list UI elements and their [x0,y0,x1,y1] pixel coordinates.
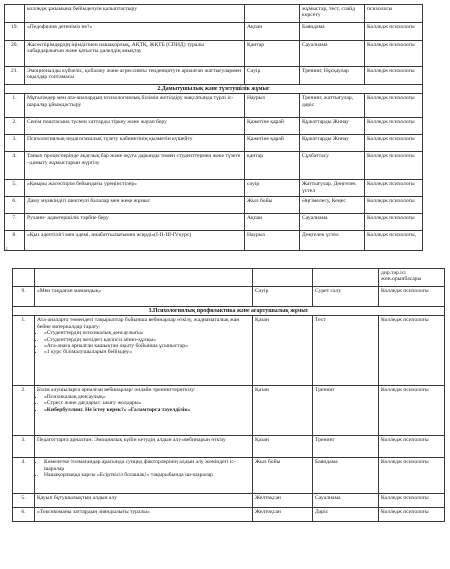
row-number: 20. [5,41,25,67]
row-form [313,269,379,287]
row-date: Желтоқсан [253,494,313,508]
row-form: Тренинг, Нұсқаулар [300,67,365,85]
row-date [253,269,313,287]
row-responsible: дир.тәр.ісі жөн.орынбасары [379,269,445,287]
table-row [13,287,445,307]
activity-list [37,459,250,478]
row-activity: Танып процесперінде ақаулық бар және оқуға дарынды төмен студенттермен жеке түзете –дамыту жұмыстарын жүргізу [25,152,245,180]
row-number: 2. [13,386,35,436]
row-date: Наурыз [245,94,300,118]
table-row [5,135,423,152]
table-row [5,41,423,67]
activity-intro: Педагогтарға арналған: Эмоциялық күйін кетудің алдын алу»вебинарын өткізу [37,437,226,444]
row-date: Қажетіне қарай [245,118,300,135]
activity-list-item: • «Стресс және дағдарыс: шығу жолдары» [44,400,250,406]
activity-list-item: • «1 курс білімалушыларын бейімдеу» [44,349,250,355]
section-title: 2.Дамытушылық және түзетушілік жұмыс [5,85,423,94]
row-responsible: Колледж психологы [379,436,445,458]
row-form: жұмыстар, тест, слайд көрсету [300,5,365,23]
row-date [245,5,300,23]
row-responsible: Колледж психологы [379,508,445,522]
row-activity [35,494,253,508]
row-responsible: Колледж психологы [365,214,423,231]
table-row [5,231,423,251]
row-form: Тренинг [313,386,379,436]
row-number: 19. [5,23,25,41]
activity-list [37,330,250,356]
row-number: 7. [5,214,25,231]
row-number: 3. [5,135,25,152]
row-activity: колледж ұжымына бейімделуін қалыптастыру [25,5,245,23]
row-number: 4. [13,458,35,494]
row-responsible: Колледж психологы [365,180,423,197]
row-activity [35,316,253,386]
table-row [13,269,445,287]
row-responsible: Колледж психологы [365,41,423,67]
row-date: Жыл бойы [245,197,300,214]
table-row [5,94,423,118]
row-form: Сауалнама [300,214,365,231]
row-form: Баяндама [313,458,379,494]
table-row [5,214,423,231]
row-activity: Сенім поштасына түскен хаттарды тіркеу және жауап беру [25,118,245,135]
table-row [5,180,423,197]
row-date: Желтоқсан [253,508,313,522]
row-form: Тест [313,316,379,386]
table-row [5,5,423,23]
row-form: Сауалнама [300,41,365,67]
section-row [5,85,423,94]
row-activity: «Қыз әдептілігі мен әдемі, инабаттылығымен әсерді»(І-ІІ-ІІІ-ІVкурс) [25,231,245,251]
row-number: 4. [5,152,25,180]
row-form: Сауалнама [313,494,379,508]
activity-intro: Ата-аналарға төмендегі тақырыптар бойынша вебинарлар өткізу, жаднаматалық жан [37,317,240,324]
activity-list-item: • «Студенттердің психикалық денсаулығы» [44,330,250,336]
table-row [13,494,445,508]
row-responsible: Колледж психологы [365,152,423,180]
page-mark: ı [6,246,8,252]
row-date: Ақпан [245,214,300,231]
row-activity: Эмоционалды күйзеліс, қобалжу және агрессивты тенденцитуге арналған жаттығулармен оқылдар топтамасы [25,67,245,85]
table-row [13,316,445,386]
row-responsible: Колледж психологы [365,197,423,214]
row-date: қантар [245,152,300,180]
row-number: 8. [5,231,25,251]
activity-list [37,394,250,413]
row-activity [35,508,253,522]
activity-intro: Қауып бұтушылықтың алдын алу [37,495,118,502]
table-row [5,67,423,85]
section-title: 3.Психологиялық профилактика және ағартушылық жұмыс [13,307,445,316]
row-date: Жыл бойы [253,458,313,494]
activity-list-item: • «Ата-анаға арналған кашықтан оқыту бойынша ұсыныстар» [44,343,250,349]
activity-intro: Білім алушыларға арналған вебинарлар/ онлайн тренингтерөткізу: [37,387,196,394]
row-date: Ақпан [245,23,300,41]
row-date: Наурыз [245,231,300,251]
row-number: 21. [5,67,25,85]
table-row [5,23,423,41]
activity-list-item: • «Психикалық денсаулық» [44,394,250,400]
table-row [13,386,445,436]
row-activity: «Қиыры жасөспірім бейындағы уреңінстілер» [25,180,245,197]
row-date: Қазан [253,386,313,436]
row-activity: Рухани- адамгершілік тәрбие беру [25,214,245,231]
row-number: 6. [5,197,25,214]
row-form: Құжаттарды Жинау [300,135,365,152]
row-responsible: Колледж психологы [379,458,445,494]
row-activity: «Мен таңдаған мамандық» [35,287,253,307]
row-date: Қазан [253,436,313,458]
row-number: 1. [5,94,25,118]
row-responsible: Колледж психологы [379,316,445,386]
row-form: Әңгімелесу, Кеңес [300,197,365,214]
row-responsible: Колледж психологы [365,94,423,118]
row-date: сәуір [245,180,300,197]
row-date: Қазан [253,316,313,386]
activity-list-item: • Нашақорлыққа карсы «Есірткісіз болашақ!» тақырыбында іш-шаралар [44,472,250,478]
row-number [5,5,25,23]
row-responsible: Колледж психологы [365,118,423,135]
row-form: Жаттығулар, Дөңгелек үстел [300,180,365,197]
row-activity [35,436,253,458]
row-number: 5. [13,494,35,508]
row-date: Сәуір [253,287,313,307]
row-number: 9. [13,287,35,307]
row-activity [35,269,253,287]
row-form: Сұхбаттасу [300,152,365,180]
row-activity [35,386,253,436]
row-responsible: Колледж психологы [365,135,423,152]
row-number: 5. [5,180,25,197]
row-form: Баяндама [300,23,365,41]
row-responsible: Колледж психологы [365,23,423,41]
row-number: 3. [13,436,35,458]
activity-intro-cont: бейне материалдар тарату: [37,323,101,330]
row-activity [35,458,253,494]
row-activity: Даму мүмкіндігі шектеулі балалар мен жеке жұмыс [25,197,245,214]
table-row [5,152,423,180]
row-number: 1. [13,316,35,386]
row-form: Құжаттарды Жинау [300,118,365,135]
row-responsible: психологы [365,5,423,23]
activity-intro: «Токсикоманы заттардың зияндылығы туралы» [37,509,150,516]
activity-list-item: • «Студенттердің желідегі қауіпсіз мінез-құлқы» [44,337,250,343]
row-activity: Жасөспірімдердің іңімдігінен нашақорлық, АҚТҚ, ЖҚТБ (СПИД) туралы хабардарлығын және қатысты дәлелдің анықтау [25,41,245,67]
row-responsible: Колледж психологы [365,67,423,85]
row-date: Қажетіне қарай [245,135,300,152]
row-date: Қантар [245,41,300,67]
row-responsible: Колледж психологы [379,494,445,508]
row-number: 6. [13,508,35,522]
row-form: Сурет салу [313,287,379,307]
row-responsible: Колледж психологы, [365,231,423,251]
plan-table-top [4,4,423,251]
row-form: Тренинг, жаттығулар, дәріс [300,94,365,118]
row-responsible: Колледж психологы [379,386,445,436]
activity-list-item: • Көмелетке толмағандар арасында суицид факторлерінің алдын алу жөніндегі іс-шаралар [44,459,250,472]
row-activity: Психологиялық-педагогикалық түзету кабинетінің қызметін күшейту [25,135,245,152]
row-form: Дөңгелек үстел [300,231,365,251]
plan-table-bottom [12,268,445,522]
table-row [5,118,423,135]
section-row [13,307,445,316]
row-number [13,269,35,287]
row-responsible: Колледж психологы [379,287,445,307]
table-row [5,197,423,214]
row-number: 2. [5,118,25,135]
row-form: Тренинг [313,436,379,458]
activity-list-item: • «Кибербуллинг. Не істеу керек?» «Галамторга тәуелділік» [44,407,250,413]
table-row [13,508,445,522]
table-row [13,436,445,458]
row-date: Сәуір [245,67,300,85]
row-activity: Мұғалімдер мен ата-аналардың психологиялық білімін жетілдіру мақсатында түрлі іс-шаралар ұйымдастыру [25,94,245,118]
table-row [13,458,445,494]
row-activity: «Педофилия дегеніміз не?» [25,23,245,41]
row-form: Дәріс [313,508,379,522]
